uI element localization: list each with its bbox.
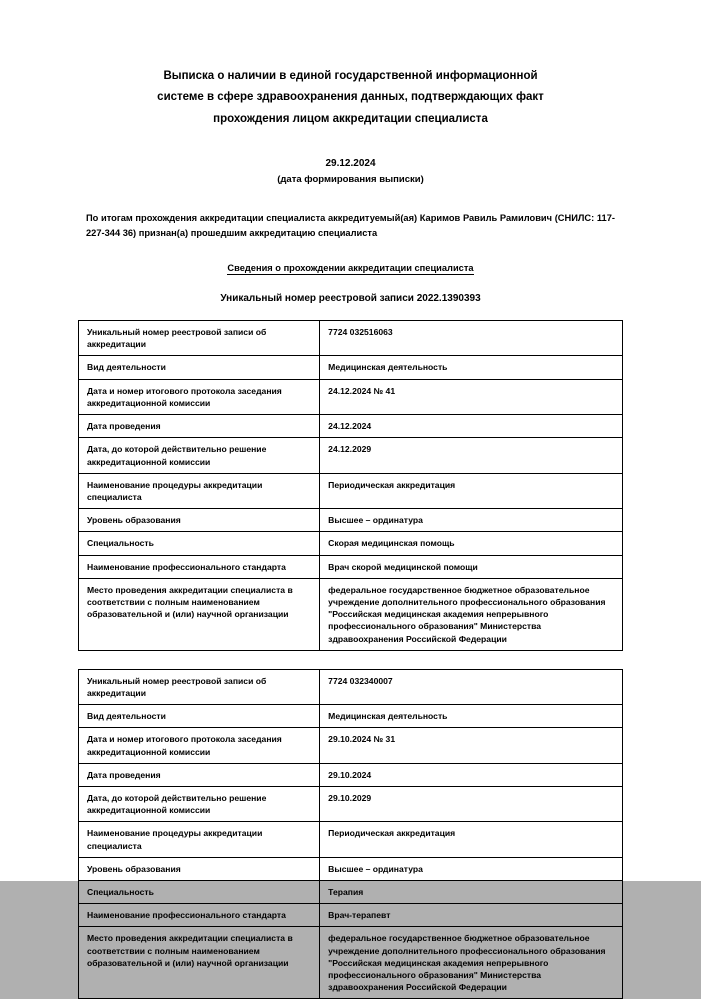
label-date-held: Дата проведения	[79, 763, 320, 786]
value-valid-until: 29.10.2029	[320, 786, 623, 821]
accreditation-record-table-1	[78, 320, 623, 651]
table-row	[79, 669, 623, 704]
label-unique-number: Уникальный номер реестровой записи об аккредитации	[79, 321, 320, 356]
label-date-held: Дата проведения	[79, 415, 320, 438]
table-row	[79, 415, 623, 438]
value-protocol: 24.12.2024 № 41	[320, 379, 623, 414]
value-activity-type: Медицинская деятельность	[320, 705, 623, 728]
value-place: федеральное государственное бюджетное образовательное учреждение дополнительного профессионального образования "Российская медицинская академия непрерывного профессионального образования" Министерства здравоохранения Российской Федерации	[320, 578, 623, 650]
table-row	[79, 705, 623, 728]
section-heading-text: Сведения о прохождении аккредитации специалиста	[227, 263, 474, 274]
page-title	[96, 66, 605, 130]
accreditation-record-table-2	[78, 669, 623, 999]
table-row	[79, 880, 623, 903]
value-procedure-name: Периодическая аккредитация	[320, 822, 623, 857]
label-valid-until: Дата, до которой действительно решение аккредитационной комиссии	[79, 438, 320, 473]
label-education-level: Уровень образования	[79, 857, 320, 880]
label-specialty: Специальность	[79, 880, 320, 903]
value-place: федеральное государственное бюджетное образовательное учреждение дополнительного профессионального образования "Российская медицинская академия непрерывного профессионального образования" Министерства здравоохранения Российской Федерации	[320, 927, 623, 999]
table-row	[79, 379, 623, 414]
value-prof-standard: Врач скорой медицинской помощи	[320, 555, 623, 578]
value-activity-type: Медицинская деятельность	[320, 356, 623, 379]
table-row	[79, 857, 623, 880]
label-specialty: Специальность	[79, 532, 320, 555]
label-prof-standard: Наименование профессионального стандарта	[79, 555, 320, 578]
label-place: Место проведения аккредитации специалиста в соответствии с полным наименованием образовательной и (или) научной организации	[79, 927, 320, 999]
value-procedure-name: Периодическая аккредитация	[320, 473, 623, 508]
page-title-line-3: прохождения лицом аккредитации специалиста	[213, 112, 488, 125]
table-row	[79, 509, 623, 532]
label-place: Место проведения аккредитации специалиста в соответствии с полным наименованием образовательной и (или) научной организации	[79, 578, 320, 650]
table-row	[79, 555, 623, 578]
label-valid-until: Дата, до которой действительно решение аккредитационной комиссии	[79, 786, 320, 821]
value-specialty: Скорая медицинская помощь	[320, 532, 623, 555]
value-protocol: 29.10.2024 № 31	[320, 728, 623, 763]
table-row	[79, 927, 623, 999]
formation-date-caption: (дата формирования выписки)	[277, 173, 424, 185]
summary-paragraph: По итогам прохождения аккредитации специалиста аккредитуемый(ая) Каримов Равиль Рамилович (СНИЛС: 117-227-344 36) признан(а) прошедшим аккредитацию специалиста	[86, 212, 615, 239]
value-specialty: Терапия	[320, 880, 623, 903]
table-row	[79, 578, 623, 650]
value-unique-number: 7724 032340007	[320, 669, 623, 704]
formation-date-value: 29.12.2024	[325, 157, 376, 169]
formation-date-block	[78, 156, 623, 187]
value-unique-number: 7724 032516063	[320, 321, 623, 356]
value-date-held: 29.10.2024	[320, 763, 623, 786]
label-protocol: Дата и номер итогового протокола заседания аккредитационной комиссии	[79, 379, 320, 414]
page-title-line-2: системе в сфере здравоохранения данных, подтверждающих факт	[157, 91, 544, 104]
table-row	[79, 321, 623, 356]
table-row	[79, 728, 623, 763]
value-prof-standard: Врач-терапевт	[320, 904, 623, 927]
table-row	[79, 532, 623, 555]
page-title-line-1: Выписка о наличии в единой государственной информационной	[163, 70, 538, 82]
record-number-title: Уникальный номер реестровой записи 2022.1390393	[220, 293, 481, 305]
section-heading	[78, 263, 623, 273]
label-unique-number: Уникальный номер реестровой записи об аккредитации	[79, 669, 320, 704]
value-valid-until: 24.12.2029	[320, 438, 623, 473]
label-activity-type: Вид деятельности	[79, 356, 320, 379]
table-row	[79, 786, 623, 821]
table-row	[79, 822, 623, 857]
table-row	[79, 473, 623, 508]
label-procedure-name: Наименование процедуры аккредитации специалиста	[79, 473, 320, 508]
table-row	[79, 438, 623, 473]
table-row	[79, 356, 623, 379]
label-activity-type: Вид деятельности	[79, 705, 320, 728]
label-education-level: Уровень образования	[79, 509, 320, 532]
label-procedure-name: Наименование процедуры аккредитации специалиста	[79, 822, 320, 857]
table-row	[79, 904, 623, 927]
value-date-held: 24.12.2024	[320, 415, 623, 438]
label-prof-standard: Наименование профессионального стандарта	[79, 904, 320, 927]
table-row	[79, 763, 623, 786]
value-education-level: Высшее – ординатура	[320, 509, 623, 532]
label-protocol: Дата и номер итогового протокола заседания аккредитационной комиссии	[79, 728, 320, 763]
value-education-level: Высшее – ординатура	[320, 857, 623, 880]
